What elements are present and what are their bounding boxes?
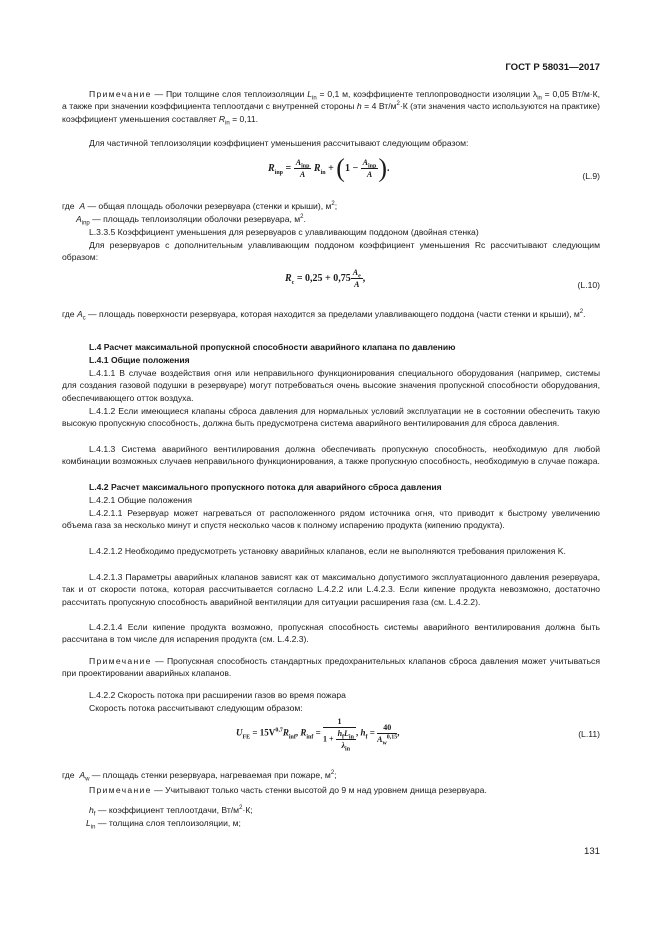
section-L413: L.4.1.3 Система аварийного вентилирования должна обеспечивать пропускную способность, необходимую для любой комбинации возможных случаев неправильного функционирования, а также пропускную способность, необходимую в случае пожара.: [62, 444, 600, 467]
section-L4211: L.4.2.1.1 Резервуар может нагреваться от расположенного рядом источника огня, что приводит к быстрому увеличению объема газа за несколько минут и спустя несколько часов к полному испарению продукта (кипению продукта).: [62, 508, 600, 531]
sup-2: 2: [331, 201, 335, 208]
var-A: A: [76, 309, 83, 319]
where-word: где: [62, 770, 75, 780]
var-h: h: [337, 729, 343, 738]
op: =: [313, 727, 324, 738]
fraction: [323, 716, 356, 751]
var-R: R: [300, 727, 307, 738]
var-R: R: [311, 162, 321, 174]
punct: ,: [362, 272, 366, 284]
text: — толщина слоя теплоизоляции, м;: [95, 818, 241, 828]
sub-in: in: [537, 95, 542, 102]
var-L: L: [344, 729, 349, 738]
note-paragraph-1: [62, 88, 600, 125]
den: A: [299, 170, 306, 179]
formula-L9: [268, 153, 390, 183]
sub: FE: [242, 734, 251, 741]
sub: in: [320, 169, 326, 176]
partial-insulation-paragraph: Для частичной теплоизоляции коэффициент уменьшения рассчитывают следующим образом:: [89, 138, 469, 148]
sup-2: 2: [239, 805, 243, 812]
den: A: [366, 170, 373, 179]
note-text: — Пропускная способность стандартных предохранительных клапанов сброса давления может учитываться при проектировании аварийных клапанов.: [62, 656, 600, 679]
punct: .: [583, 309, 586, 319]
note-label: Примечание: [89, 656, 152, 666]
sub-in: in: [312, 95, 317, 102]
punct: .: [387, 162, 390, 174]
sub: in: [345, 746, 351, 753]
sub: inp: [368, 163, 377, 170]
punct: ,: [295, 727, 301, 738]
sub: inf: [306, 734, 314, 741]
fraction: [361, 157, 379, 180]
var-A: A: [76, 214, 82, 224]
num: A: [295, 158, 302, 167]
where-line-Ainp: [76, 213, 306, 225]
expr: = 0,25 + 0,75: [294, 272, 351, 284]
punct: ,: [355, 727, 361, 738]
var-A: A: [377, 735, 383, 744]
where-line-Aw: [62, 769, 600, 781]
fraction: [351, 267, 363, 290]
sub: inp: [81, 220, 90, 227]
var-R: R: [268, 162, 275, 174]
text: — коэффициент теплоотдачи, Вт/м: [95, 805, 240, 815]
sub: in: [348, 734, 354, 741]
var-h: h: [89, 805, 94, 815]
op: =: [283, 162, 294, 174]
where-word: где: [62, 201, 75, 211]
num: 40: [377, 722, 397, 734]
var-U: U: [236, 727, 243, 738]
where-line-hf: [89, 804, 253, 816]
heading-L42: L.4.2 Расчет максимального пропускного потока для аварийного сброса давления: [89, 482, 442, 492]
section-L335: L.3.3.5 Коэффициент уменьшения для резервуаров с улавливающим поддоном (двойная стенка): [89, 227, 479, 237]
sub: c: [82, 315, 86, 322]
expr: = 15V: [250, 727, 276, 738]
section-L4213: L.4.2.1.3 Параметры аварийных клапанов зависят как от максимально допустимого эксплуатационного давления резервуара, так и от скорости потока, которая рассчитывается согласно L.4.2.2 или L.4.2.3. Если кипение продукта невозможно, достаточно рассчитать пропускную способность аварийной вентиляции для ситуации расширения газа (см. L.4.2.2).: [62, 572, 600, 607]
formula-L11: [236, 716, 400, 751]
sub: w: [85, 776, 90, 783]
inner-fraction: [336, 728, 356, 751]
var-A: A: [79, 770, 86, 780]
sub-in: in: [225, 120, 230, 127]
text: — площадь поверхности резервуара, которая находится за пределами улавливающего поддона (части стенки и крыши), м: [85, 309, 580, 319]
equation-number: (L.11): [578, 729, 600, 739]
text: — площадь теплоизоляции оболочки резервуара, м: [89, 214, 301, 224]
where-word: где: [62, 309, 75, 319]
num: A: [362, 158, 369, 167]
sub: f: [342, 734, 345, 741]
note-paragraph-3: [62, 784, 600, 796]
note-text: — При толщине слоя теплоизоляции: [151, 89, 308, 99]
var-R: R: [218, 113, 226, 124]
sub: w: [382, 740, 387, 747]
section-L335-text: Для резервуаров с дополнительным улавливающим поддоном коэффициент уменьшения Rc рассчитывают следующим образом:: [62, 240, 600, 263]
sup: 0,7: [275, 727, 283, 734]
sup: 0,15: [386, 734, 398, 741]
text: ·К;: [242, 805, 253, 815]
num: A: [352, 268, 359, 277]
page-number: 131: [583, 846, 600, 857]
heading-L41: L.4.1 Общие положения: [89, 355, 190, 365]
note-label: Примечание: [89, 785, 152, 795]
op: 1 +: [323, 734, 336, 744]
where-line-A: [62, 200, 600, 212]
equation-number: (L.10): [577, 280, 600, 290]
formula-L10: [285, 267, 365, 290]
var-R: R: [282, 727, 289, 738]
text: — общая площадь оболочки резервуара (стенки и крыши), м: [85, 201, 332, 211]
fraction: [294, 157, 312, 180]
var-h: h: [360, 727, 366, 738]
sup-2: 2: [579, 309, 584, 316]
where-line-Lin: [86, 817, 241, 829]
sub: inf: [288, 734, 296, 741]
sup-2: 2: [300, 214, 304, 221]
punct: .: [303, 214, 306, 224]
section-L411: L.4.1.1 В случае воздействия огня или неправильного функционирования специального оборудования (например, системы для создания газовой подушки в резервуаре) могут потребоваться очень высокие значения пропускной способности оборудования, обеспечивающего отток воздуха.: [62, 368, 600, 403]
fraction: [377, 722, 400, 747]
var-lambda: λ: [341, 741, 346, 750]
sub: in: [90, 824, 96, 831]
paren: (: [336, 153, 345, 183]
var-L: L: [86, 818, 91, 828]
sub: f: [93, 811, 96, 818]
var-A: A: [79, 201, 86, 211]
var-h: h: [356, 101, 362, 112]
sup-2: 2: [330, 770, 335, 777]
op: =: [367, 727, 378, 738]
den: A: [354, 280, 360, 289]
punct: ;: [334, 201, 338, 211]
den: [323, 728, 356, 751]
note-label: Примечание: [89, 89, 152, 99]
note-text: = 0,1 м, коэффициенте теплопроводности изоляции λ: [316, 89, 538, 99]
note-paragraph-2: [62, 655, 600, 680]
sub: c: [291, 279, 295, 286]
note-text: ·К (эти значения часто используются на практике) коэффициент уменьшения составляет: [62, 101, 600, 124]
note-text: = 0,05 Вт/м·К, а также при значении коэффициента теплоотдачи с внутренней стороны: [62, 89, 600, 112]
sub: inp: [301, 163, 310, 170]
section-L422-text: Скорость потока рассчитывают следующим образом:: [89, 703, 303, 713]
sup-2: 2: [396, 101, 400, 108]
note-text: = 0,11.: [229, 113, 259, 124]
num: 1: [323, 716, 356, 728]
text: — площадь стенки резервуара, нагреваемая при пожаре, м: [89, 770, 331, 780]
equation-number: (L.9): [582, 171, 600, 181]
where-line-Ac: [62, 308, 600, 320]
var-R: R: [285, 272, 292, 284]
section-L421: L.4.2.1 Общие положения: [89, 495, 193, 505]
punct: ;: [334, 770, 337, 780]
section-L4214: L.4.2.1.4 Если кипение продукта возможно, пропускная способность системы аварийного вентилирования должна быть рассчитана в том числе для испарения продукта (см. L.4.2.3).: [62, 622, 600, 645]
section-L4212: L.4.2.1.2 Необходимо предусмотреть установку аварийных клапанов, если не выполняются требования приложения K.: [89, 546, 566, 556]
punct: ,: [397, 727, 400, 738]
var-L: L: [307, 89, 313, 99]
section-L412: L.4.1.2 Если имеющиеся клапаны сброса давления для нормальных условий эксплуатации не в состоянии обеспечить такую высокую пропускную способность, должна быть предусмотрена система аварийного вентилирования для сброса давления.: [62, 406, 600, 429]
op: 1 −: [344, 162, 361, 174]
sub: inp: [274, 169, 284, 176]
heading-L4: L.4 Расчет максимальной пропускной способности аварийного клапана по давлению: [89, 342, 456, 352]
note-text: — Учитывают только часть стенки высотой до 9 м над уровнем днища резервуара.: [151, 785, 487, 795]
section-L422: L.4.2.2 Скорость потока при расширении газов во время пожара: [89, 690, 346, 700]
sub: f: [365, 734, 368, 741]
note-text: = 4 Вт/м: [361, 101, 397, 112]
sub: e: [358, 273, 361, 280]
paren: ): [378, 153, 388, 183]
op: +: [325, 162, 337, 174]
document-header: ГОСТ Р 58031—2017: [505, 62, 600, 73]
